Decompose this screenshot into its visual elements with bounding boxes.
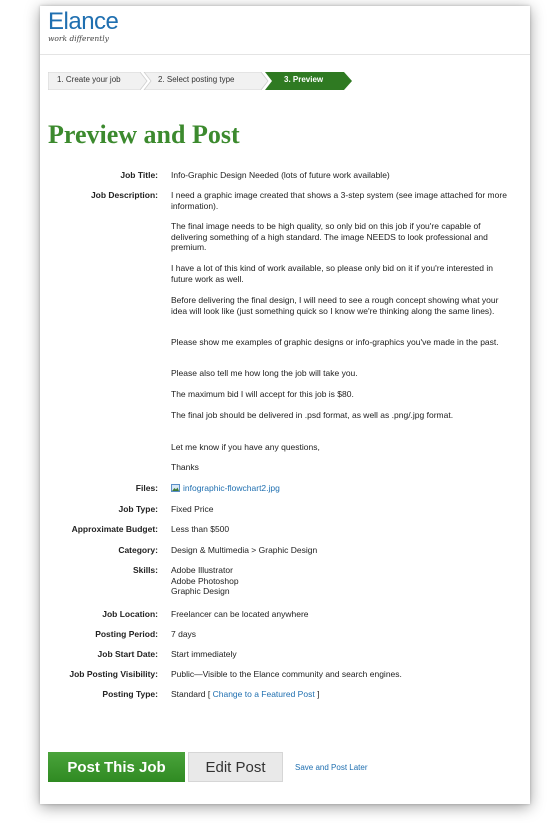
skills-label: Skills: bbox=[132, 565, 158, 575]
posting-type-suffix: ] bbox=[317, 689, 320, 699]
logo-tagline-script bbox=[48, 32, 118, 44]
description-paragraph: Thanks bbox=[171, 462, 199, 472]
description-paragraph: The final job should be delivered in .psd format, as well as .png/.jpg format. bbox=[171, 410, 454, 420]
visibility-label: Job Posting Visibility: bbox=[69, 669, 158, 679]
description-paragraph: Please show me examples of graphic designs or info-graphics you've made in the past. bbox=[171, 337, 499, 347]
header-divider bbox=[40, 54, 530, 55]
job-title-value: Info-Graphic Design Needed (lots of future work available) bbox=[171, 170, 390, 180]
start-date-value: Start immediately bbox=[171, 649, 237, 659]
start-date-label: Job Start Date: bbox=[97, 649, 158, 659]
description-paragraph: I need a graphic image created that shows a 3-step system (see image attached for more information). bbox=[171, 190, 507, 211]
logo-tagline: work differently bbox=[48, 34, 109, 43]
step-select-posting-type[interactable]: 2. Select posting type bbox=[158, 75, 235, 84]
description-paragraph: Let me know if you have any questions, bbox=[171, 442, 320, 452]
file-link[interactable]: infographic-flowchart2.jpg bbox=[183, 483, 280, 493]
posting-period-value: 7 days bbox=[171, 629, 197, 639]
page-title: Preview and Post bbox=[48, 120, 240, 149]
post-job-button[interactable]: Post This Job bbox=[48, 752, 185, 782]
skill-item: Adobe Photoshop bbox=[171, 576, 239, 586]
job-type-label: Job Type: bbox=[118, 504, 158, 514]
file-attachment[interactable] bbox=[171, 483, 516, 494]
job-type-value: Fixed Price bbox=[171, 504, 214, 514]
step-create-job[interactable]: 1. Create your job bbox=[57, 75, 121, 84]
posting-period-label: Posting Period: bbox=[95, 629, 158, 639]
logo-wordmark: Elance bbox=[48, 8, 119, 35]
posting-type-value bbox=[171, 689, 516, 700]
step-breadcrumb bbox=[48, 72, 528, 90]
category-value: Design & Multimedia > Graphic Design bbox=[171, 545, 318, 555]
edit-post-button[interactable]: Edit Post bbox=[188, 752, 283, 782]
description-paragraph: Please also tell me how long the job will take you. bbox=[171, 368, 358, 378]
description-paragraph: Before delivering the final design, I will need to see a rough concept showing what your idea will look like (just something quick so I know we're thinking along the same lines). bbox=[171, 295, 499, 316]
change-to-featured-link[interactable]: Change to a Featured Post bbox=[212, 689, 315, 699]
skill-item: Adobe Illustrator bbox=[171, 565, 233, 575]
job-title-label: Job Title: bbox=[120, 170, 158, 180]
description-paragraph: I have a lot of this kind of work available, so please only bid on it if you're interested in future work as well. bbox=[171, 263, 493, 284]
job-location-label: Job Location: bbox=[102, 609, 158, 619]
step-preview: 3. Preview bbox=[284, 75, 324, 84]
save-and-post-later-link[interactable]: Save and Post Later bbox=[295, 763, 368, 772]
description-paragraph: The final image needs to be high quality, so only bid on this job if you're capable of delivering something of a high standard. The image NEEDS to look professional and premium. bbox=[171, 221, 488, 253]
budget-label: Approximate Budget: bbox=[71, 524, 158, 534]
job-description-label: Job Description: bbox=[90, 190, 158, 200]
elance-logo[interactable] bbox=[48, 8, 119, 43]
skill-item: Graphic Design bbox=[171, 586, 230, 596]
visibility-value: Public—Visible to the Elance community and search engines. bbox=[171, 669, 402, 679]
image-file-icon bbox=[171, 484, 180, 492]
description-paragraph: The maximum bid I will accept for this job is $80. bbox=[171, 389, 354, 399]
job-location-value: Freelancer can be located anywhere bbox=[171, 609, 309, 619]
posting-type-prefix: Standard [ bbox=[171, 689, 211, 699]
posting-type-label: Posting Type: bbox=[102, 689, 158, 699]
category-label: Category: bbox=[118, 545, 158, 555]
budget-value: Less than $500 bbox=[171, 524, 230, 534]
files-label: Files: bbox=[135, 483, 158, 493]
